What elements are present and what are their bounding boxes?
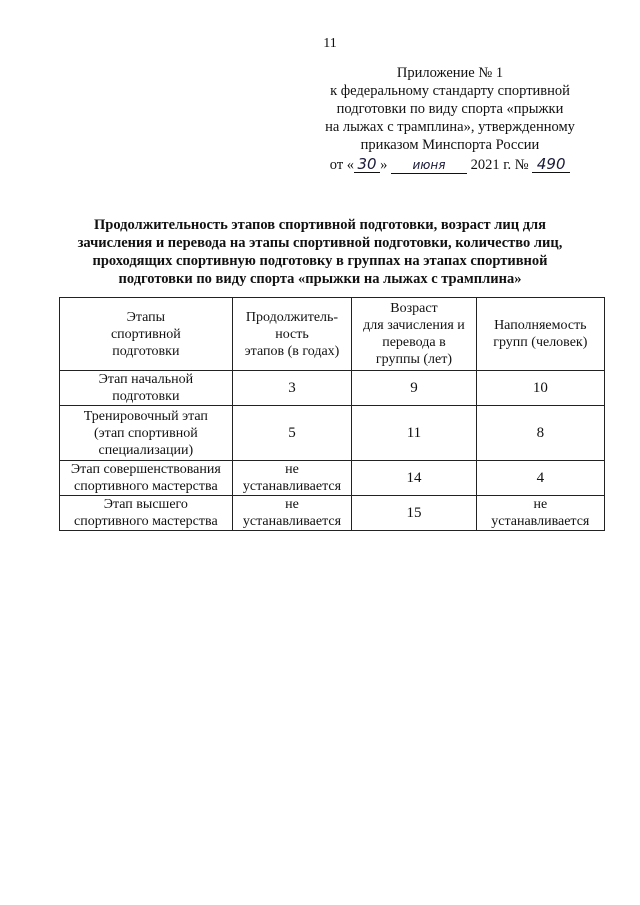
cell-group-size: 10	[476, 371, 604, 406]
cell-age: 9	[352, 371, 476, 406]
cell-stage: Тренировочный этап (этап спортивной специализации)	[60, 406, 233, 461]
cell-age: 11	[352, 406, 476, 461]
table-row	[60, 496, 605, 531]
header-duration: Продолжитель- ность этапов (в годах)	[232, 298, 352, 371]
appendix-line: приказом Минспорта России	[360, 137, 540, 153]
appendix-line: на лыжах с трамплина», утвержденному	[325, 119, 575, 135]
header-age: Возраст для зачисления и перевода в группы (лет)	[352, 298, 476, 371]
title-line: Продолжительность этапов спортивной подготовки, возраст лиц для	[93, 217, 547, 233]
document-title	[40, 216, 600, 288]
appendix-title: Приложение № 1	[396, 65, 504, 81]
table-row	[60, 406, 605, 461]
cell-duration: 5	[232, 406, 352, 461]
date-mid: »	[380, 157, 388, 173]
appendix-block	[300, 64, 600, 174]
cell-stage: Этап начальной подготовки	[60, 371, 233, 406]
title-line: зачисления и перевода на этапы спортивной подготовки, количество лиц,	[77, 235, 563, 251]
handwritten-month: июня	[391, 158, 467, 174]
handwritten-order-number: 490	[532, 157, 570, 173]
cell-duration: 3	[232, 371, 352, 406]
appendix-line: к федеральному стандарту спортивной	[330, 83, 570, 99]
title-line: подготовки по виду спорта «прыжки на лыжах с трамплина»	[118, 271, 522, 287]
cell-stage: Этап совершенствования спортивного мастерства	[60, 461, 233, 496]
handwritten-day: 30	[354, 157, 380, 173]
table-row	[60, 461, 605, 496]
page-number: 11	[323, 36, 337, 51]
cell-age: 14	[352, 461, 476, 496]
table-row	[60, 371, 605, 406]
order-date-line	[300, 156, 600, 174]
cell-duration: не устанавливается	[232, 461, 352, 496]
header-stages: Этапы спортивной подготовки	[60, 298, 233, 371]
cell-stage: Этап высшего спортивного мастерства	[60, 496, 233, 531]
appendix-line: подготовки по виду спорта «прыжки	[336, 101, 564, 117]
cell-group-size: 4	[476, 461, 604, 496]
header-group-size: Наполняемость групп (человек)	[476, 298, 604, 371]
title-line: проходящих спортивную подготовку в группах на этапах спортивной	[92, 253, 548, 269]
cell-duration: не устанавливается	[232, 496, 352, 531]
cell-age: 15	[352, 496, 476, 531]
cell-group-size: не устанавливается	[476, 496, 604, 531]
table-header-row	[60, 298, 605, 371]
date-year: 2021 г. №	[470, 157, 529, 173]
stages-table	[59, 297, 605, 531]
date-prefix: от «	[329, 157, 355, 173]
cell-group-size: 8	[476, 406, 604, 461]
